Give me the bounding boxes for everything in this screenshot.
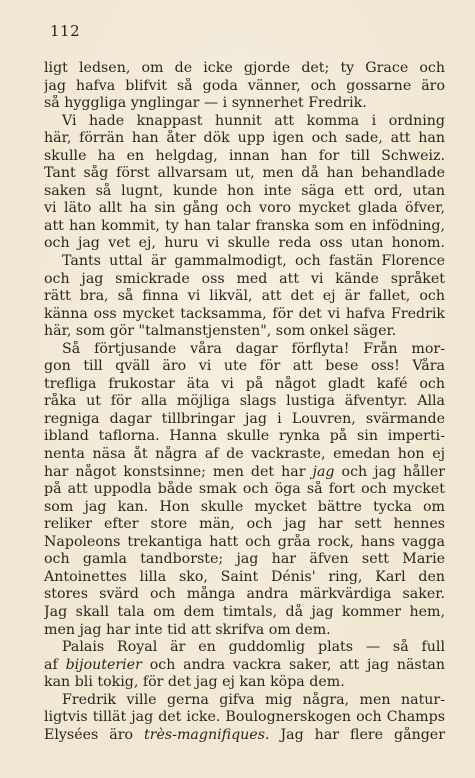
text-line: nenta näsa åt några af de vackraste, emedan hon ej	[44, 446, 445, 463]
text-line: Tants uttal är gammalmodigt, och fastän Florence	[62, 253, 445, 270]
body-text	[44, 60, 445, 744]
text-line: så hyggliga ynglingar — i synnerhet Fredrik.	[44, 95, 367, 112]
text-line: Napoleons trekantiga hatt och gråa rock, hans vagga	[44, 533, 445, 550]
text-line: af bijouterier och andra vackra saker, att jag nästan	[44, 656, 445, 673]
emphasis: bijouterier	[65, 656, 142, 673]
text-line: som jag kan. Hon skulle mycket bättre tycka om	[44, 498, 445, 515]
text-line: skulle ha en helgdag, innan han for till Schweiz.	[44, 147, 445, 164]
text-line: har något konstsinne; men det har jag och jag håller	[44, 463, 445, 480]
text-line: känna oss mycket tacksamma, för det vi hafva Fredrik	[44, 305, 445, 322]
text-line: råka ut för alla möjliga slags lustiga äfventyr. Alla	[44, 393, 445, 410]
text-line: ibland taflorna. Hanna skulle rynka på sin imperti-	[44, 428, 445, 445]
text-line: Fredrik ville gerna gifva mig några, men natur-	[62, 691, 445, 708]
text-line: reliker efter store män, och jag har sett hennes	[44, 516, 445, 533]
text-line: gon till qväll äro vi ute för att bese oss! Våra	[44, 358, 445, 375]
text-line: Jag skall tala om dem timtals, då jag kommer hem,	[44, 603, 445, 620]
text-line: Elysées äro très-magnifiques. Jag har flere gånger	[44, 726, 445, 743]
text-line: jag hafva blifvit så goda vänner, och gossarne äro	[44, 77, 445, 94]
emphasis: jag	[312, 463, 335, 480]
text-line: Så förtjusande våra dagar förflyta! Från mor-	[62, 340, 445, 357]
text-line: saken så lugnt, kunde hon inte säga ett ord, utan	[44, 182, 445, 199]
text-line: ligt ledsen, om de icke gjorde det; ty Grace och	[44, 60, 445, 76]
text-line: trefliga frukostar äta vi på något gladt kafé och	[44, 375, 445, 392]
text-line: vi läto allt ha sin gång och voro mycket glada öfver,	[44, 200, 445, 217]
text-line: regniga dagar tillbringar jag i Louvren, svärmande	[44, 410, 445, 427]
text-line: här, förrän han åter dök upp igen och sade, att han	[44, 130, 445, 147]
text-line: stores svärd och många andra märkvärdiga saker.	[44, 586, 445, 603]
text-line: ligtvis tillät jag det icke. Boulognerskogen och Champs	[44, 709, 445, 726]
text-line: men jag har inte tid att skrifva om dem.	[44, 621, 331, 638]
text-line: Vi hade knappast hunnit att komma i ordning	[62, 112, 445, 129]
text-line: och jag vet ej, huru vi skulle reda oss utan honom.	[44, 235, 445, 252]
text-line: och jag smickrade oss med att vi kände språket	[44, 270, 445, 287]
text-line: Palais Royal är en guddomlig plats — så full	[62, 639, 445, 656]
text-line: och gamla tandborste; jag har äfven sett Marie	[44, 551, 445, 568]
emphasis: très-magnifiques.	[144, 726, 270, 743]
text-line: kan bli tokig, för det jag ej kan köpa dem.	[44, 674, 345, 691]
text-line: att han kommit, ty han talar franska som en infödning,	[44, 217, 445, 234]
text-line: Antoinettes lilla sko, Saint Dénis' ring, Karl den	[44, 568, 445, 585]
text-line: rätt bra, så finna vi likväl, att det ej är fallet, och	[44, 288, 445, 305]
text-line: på att uppodla både smak och öga så fort och mycket	[44, 481, 445, 498]
text-line: här, som gör "talmanstjensten", som onkel säger.	[44, 323, 397, 340]
page-number: 112	[50, 22, 81, 40]
text-line: Tant såg först allvarsam ut, men då han behandlade	[44, 165, 445, 182]
